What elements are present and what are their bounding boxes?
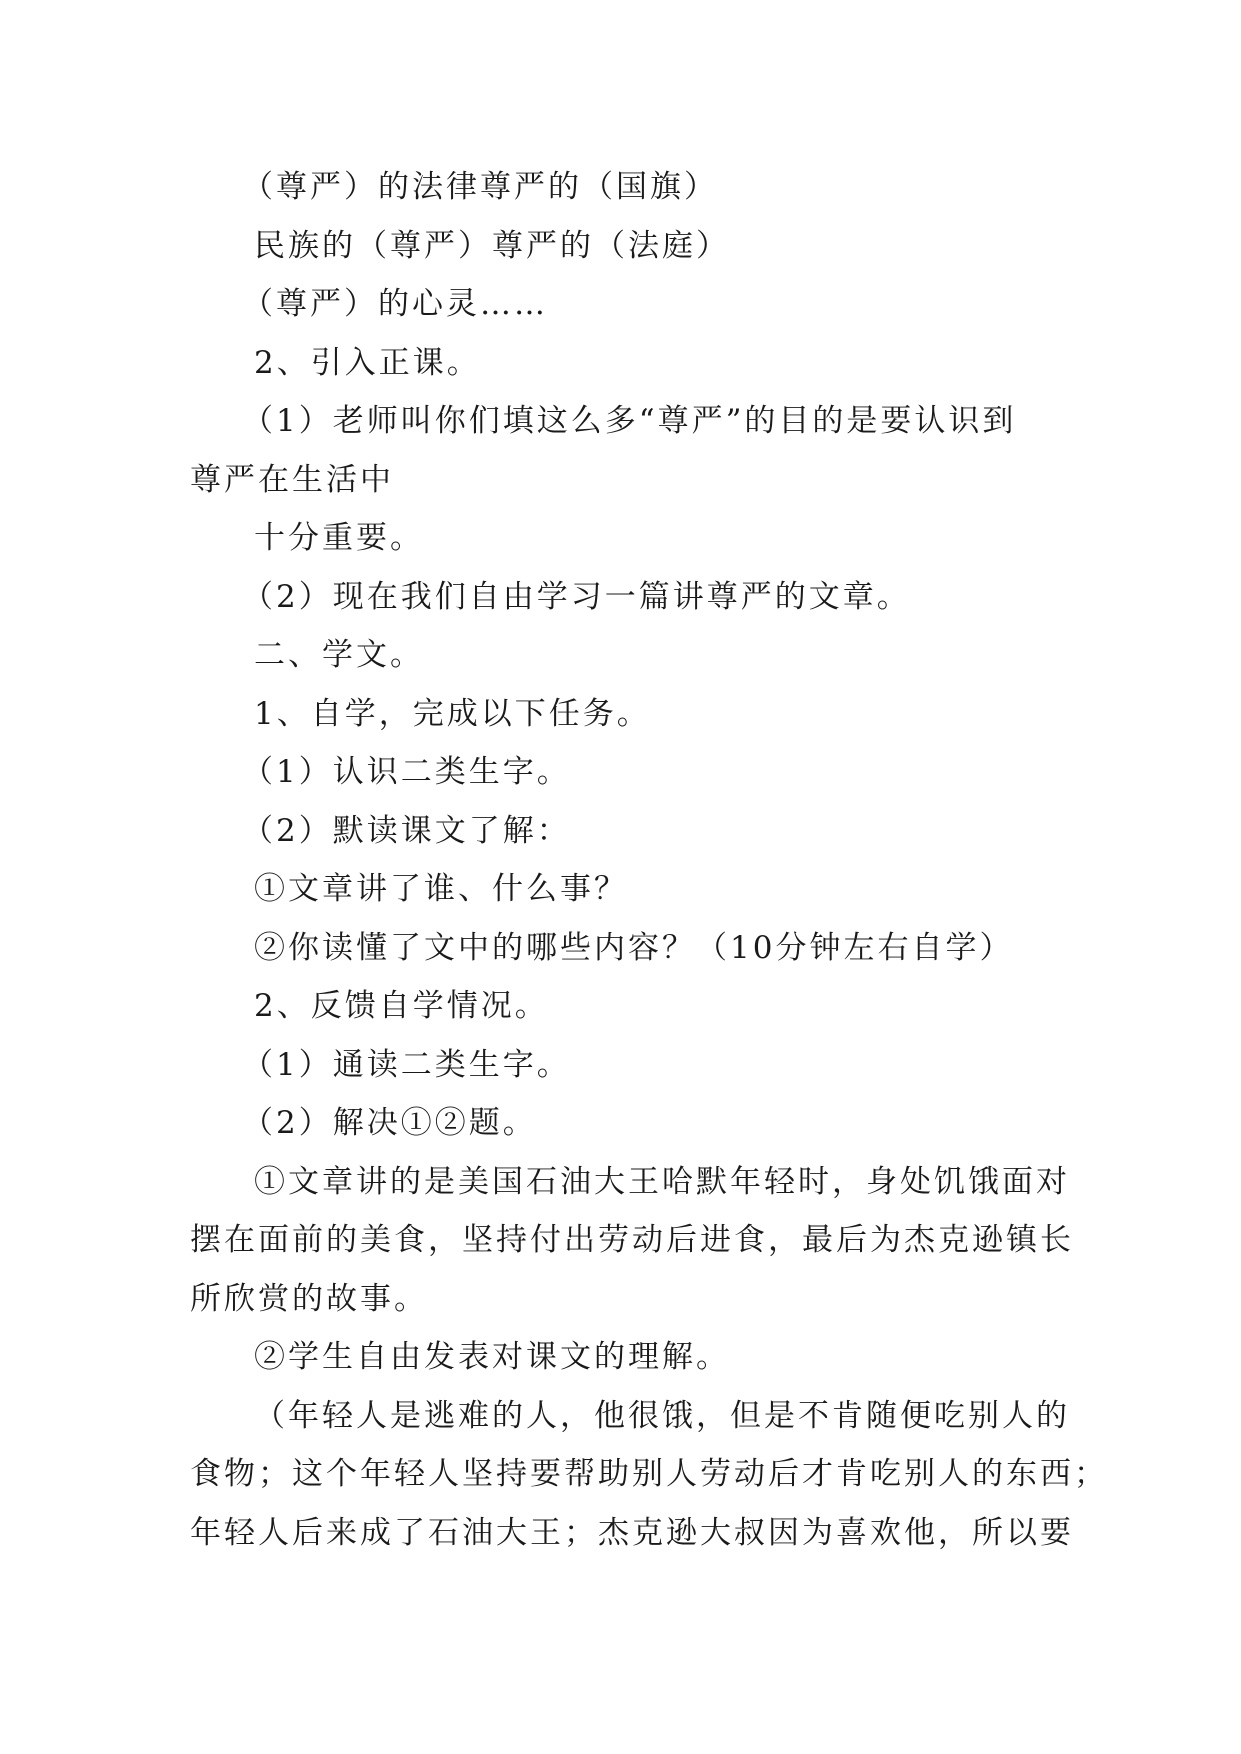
text-line: 十分重要。 xyxy=(254,520,424,556)
text-line: 民族的（尊严）尊严的（法庭） xyxy=(254,227,730,264)
text-line: ①文章讲的是美国石油大王哈默年轻时，身处饥饿面对 xyxy=(254,1163,1070,1200)
text-line: （尊严）的心灵…… xyxy=(242,286,548,322)
text-line: （2）默读课文了解： xyxy=(242,812,571,849)
text-line: ②你读懂了文中的哪些内容？（10分钟左右自学） xyxy=(254,929,1014,966)
text-line: 食物；这个年轻人坚持要帮助别人劳动后才肯吃别人的东西； xyxy=(190,1456,1108,1492)
text-line: 尊严在生活中 xyxy=(190,461,394,498)
text-line: 所欣赏的故事。 xyxy=(190,1280,428,1317)
text-line: 1、自学，完成以下任务。 xyxy=(254,695,651,732)
text-line: ②学生自由发表对课文的理解。 xyxy=(254,1339,730,1375)
text-line: （1）通读二类生字。 xyxy=(242,1046,571,1083)
text-line: （年轻人是逃难的人，他很饿，但是不肯随便吃别人的 xyxy=(254,1397,1070,1434)
text-line: 二、学文。 xyxy=(254,637,424,673)
text-line: （2）解决①②题。 xyxy=(242,1105,537,1141)
text-line: 2、引入正课。 xyxy=(254,344,481,381)
text-line: 年轻人后来成了石油大王；杰克逊大叔因为喜欢他，所以要 xyxy=(190,1514,1074,1551)
lesson-plan-text xyxy=(190,158,1108,1562)
text-line: 摆在面前的美食，坚持付出劳动后进食，最后为杰克逊镇长 xyxy=(190,1222,1074,1258)
text-line: 2、反馈自学情况。 xyxy=(254,988,549,1024)
text-line: ①文章讲了谁、什么事？ xyxy=(254,871,628,907)
text-line: （2）现在我们自由学习一篇讲尊严的文章。 xyxy=(242,578,911,615)
text-line: （尊严）的法律尊严的（国旗） xyxy=(242,169,718,205)
text-line: （1）认识二类生字。 xyxy=(242,754,571,790)
text-line: （1）老师叫你们填这么多“尊严”的目的是要认识到 xyxy=(242,403,1017,439)
